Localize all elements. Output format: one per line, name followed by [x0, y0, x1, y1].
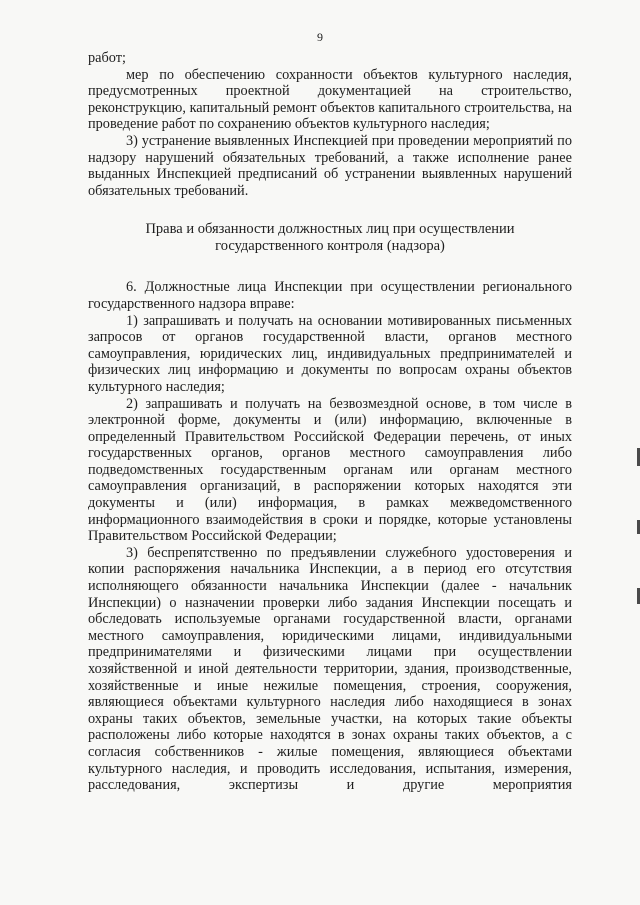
paragraph-clause-6: 6. Должностные лица Инспекции при осуществлении регионального государственного надзора вправе: — [88, 279, 572, 312]
paragraph-right-2: 2) запрашивать и получать на безвозмездной основе, в том числе в электронной форме, документы и (или) информацию, включенные в определенный Правительством Российской Федерации перечень, от иных государственных органов, органов местного самоуправления либо подведомственных государственным органам или органам местного самоуправления организаций, в распоряжении которых находятся эти документы и (или) информация, в рамках межведомственного информационного взаимодействия в сроки и порядке, которые установлены Правительством Российской Федерации; — [88, 395, 572, 545]
section-heading — [88, 221, 572, 255]
section-heading-line-1: Права и обязанности должностных лиц при осуществлении — [145, 221, 515, 238]
section-heading-line-2: государственного контроля (надзора) — [215, 238, 445, 255]
paragraph-continuation: работ; — [88, 50, 126, 66]
paragraph-right-3: 3) беспрепятственно по предъявлении служебного удостоверения и копии распоряжения начальника Инспекции, а в период его отсутствия исполняющего обязанности начальника Инспекции (далее - начальник Инспекции) о назначении проверки либо задания Инспекции посещать и обследовать используемые органами государственной власти, органами местного самоуправления, юридическими лицами, индивидуальными предпринимателями и физическими лицами при осуществлении хозяйственной и иной деятельности территории, здания, производственные, хозяйственные и иные нежилые помещения, строения, сооружения, являющиеся объектами культурного наследия либо находящиеся в зонах охраны таких объектов, земельные участки, на которых такие объекты расположены либо которые находятся в зонах охраны таких объектов, а с согласия собственников - жилые помещения, являющиеся объектами культурного наследия, и проводить исследования, испытания, измерения, расследования, экспертизы и другие мероприятия — [88, 544, 572, 794]
document-body — [88, 50, 572, 794]
page-number: 9 — [317, 30, 323, 44]
paragraph-right-1: 1) запрашивать и получать на основании мотивированных письменных запросов от органов государственной власти, органов местного самоуправления, юридических лиц, индивидуальных предпринимателей и физических лиц информацию и документы по вопросам охраны объектов культурного наследия; — [88, 312, 572, 395]
paragraph-item-3-elimination: 3) устранение выявленных Инспекцией при проведении мероприятий по надзору нарушений обязательных требований, а также исполнение ранее выданных Инспекцией предписаний об устранении выявленных нарушений обязательных требований. — [88, 132, 572, 199]
paragraph-measures: мер по обеспечению сохранности объектов культурного наследия, предусмотренных проектной документацией на строительство, реконструкцию, капитальный ремонт объектов капитального строительства, на проведение работ по сохранению объектов культурного наследия; — [88, 66, 572, 133]
